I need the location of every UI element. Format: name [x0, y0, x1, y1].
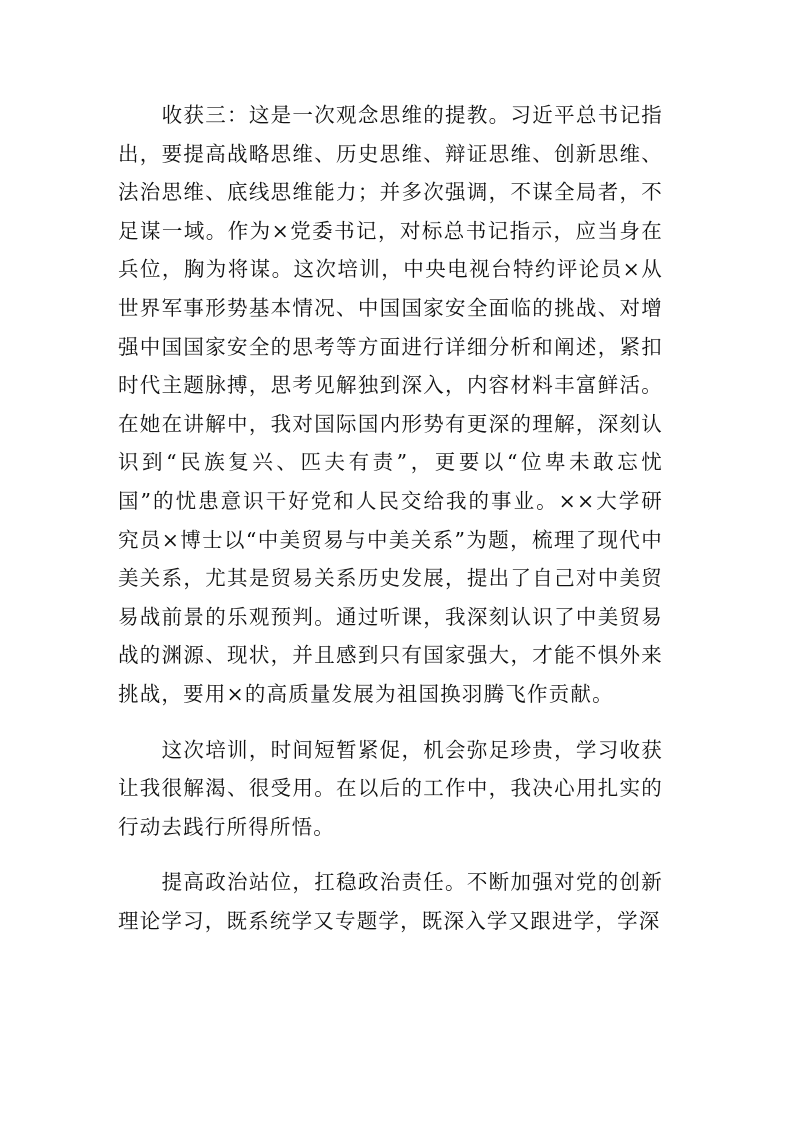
document-page: [118, 96, 663, 940]
paragraph-political-position: 提高政治站位，扛稳政治责任。不断加强对党的创新理论学习，既系统学又专题学，既深入学又跟进学，学深: [118, 870, 663, 933]
paragraph-harvest-three: 收获三：这是一次观念思维的提教。习近平总书记指出，要提高战略思维、历史思维、辩证思维、创新思维、法治思维、底线思维能力；并多次强调，不谋全局者，不足谋一域。作为×党委书记，对标总书记指示，应当身在兵位，胸为将谋。这次培训，中央电视台特约评论员×从世界军事形势基本情况、中国国家安全面临的挑战、对增强中国国家安全的思考等方面进行详细分析和阐述，紧扣时代主题脉搏，思考见解独到深入，内容材料丰富鲜活。在她在讲解中，我对国际国内形势有更深的理解，深刻认识到“民族复兴、匹夫有责”，更要以“位卑未敢忘忧国”的忧患意识干好党和人民交给我的事业。××大学研究员×博士以“中美贸易与中美关系”为题，梳理了现代中美关系，尤其是贸易关系历史发展，提出了自己对中美贸易战前景的乐观预判。通过听课，我深刻认识了中美贸易战的渊源、现状，并且感到只有国家强大，才能不惧外来挑战，要用×的高质量发展为祖国换羽腾飞作贡献。: [118, 103, 663, 706]
paragraph-training-summary: 这次培训，时间短暂紧促，机会弥足珍贵，学习收获让我很解渴、很受用。在以后的工作中，我决心用扎实的行动去践行所得所悟。: [118, 737, 663, 839]
